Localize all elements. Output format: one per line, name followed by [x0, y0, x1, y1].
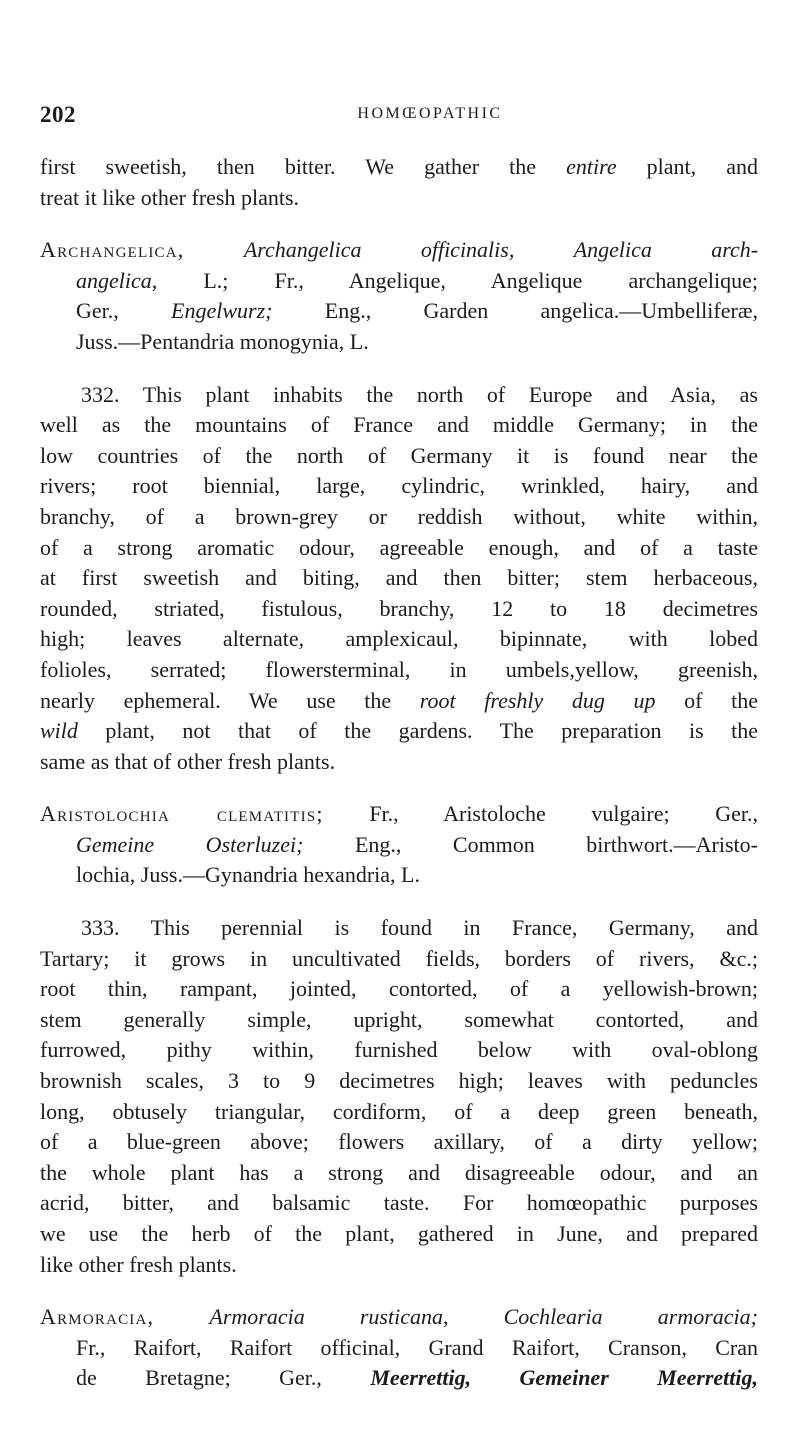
entry-heading: Aristolochia clematitis; Fr., Aristoloche vulgaire; Ger.,: [40, 801, 758, 827]
text-line: high; leaves alternate, amplexicaul, bipinnate, with lobed: [40, 626, 758, 652]
text-line: the whole plant has a strong and disagreeable odour, and an: [40, 1159, 758, 1185]
entry-aristolochia: [40, 799, 758, 891]
entry-name: Armoracia,: [40, 1304, 155, 1330]
text-line: folioles, serrated; flowersterminal, in umbels,yellow, greenish,: [40, 656, 758, 682]
text-line: Ger., Engelwurz; Eng., Garden angelica.—Umbelliferæ,: [76, 298, 758, 324]
paragraph-332: [40, 380, 758, 778]
paragraph-333: [40, 913, 758, 1280]
text-line: rivers; root biennial, large, cylindric, wrinkled, hairy, and: [40, 473, 758, 499]
text-line: same as that of other fresh plants.: [40, 748, 336, 774]
text-line: acrid, bitter, and balsamic taste. For homœopathic purposes: [40, 1190, 758, 1216]
entry-name: Archangelica,: [40, 237, 185, 263]
text-line: well as the mountains of France and middle Germany; in the: [40, 412, 758, 438]
entry-heading: Armoracia, Armoracia rusticana, Cochlearia armoracia;: [40, 1304, 758, 1330]
text-line: Tartary; it grows in uncultivated fields, borders of rivers, &c.;: [40, 945, 758, 971]
entry-archangelica: [40, 235, 758, 357]
text-line: low countries of the north of Germany it is found near the: [40, 442, 758, 468]
text-line: brownish scales, 3 to 9 decimetres high; leaves with peduncles: [40, 1068, 758, 1094]
text-line: furrowed, pithy within, furnished below with oval-oblong: [40, 1037, 758, 1063]
text-line: Juss.—Pentandria monogynia, L.: [76, 328, 369, 354]
text-line: stem generally simple, upright, somewhat contorted, and: [40, 1006, 758, 1032]
text-line: first sweetish, then bitter. We gather the entire plant, and: [40, 154, 758, 179]
page-header: [40, 102, 760, 130]
text-line: root thin, rampant, jointed, contorted, of a yellowish-brown;: [40, 976, 758, 1002]
text-line: lochia, Juss.—Gynandria hexandria, L.: [76, 862, 420, 888]
text-line: angelica, L.; Fr., Angelique, Angelique archangelique;: [76, 267, 758, 293]
text-line: nearly ephemeral. We use the root freshly dug up of the: [40, 687, 759, 713]
text-line: de Bretagne; Ger., Meerrettig, Gemeiner Meerrettig,: [76, 1365, 758, 1391]
text-line: 332. This plant inhabits the north of Europe and Asia, as: [81, 381, 758, 407]
intro-paragraph: [40, 152, 758, 213]
text-line: of a strong aromatic odour, agreeable enough, and of a taste: [40, 534, 758, 560]
page-number: 202: [40, 102, 76, 127]
entry-heading: Archangelica, Archangelica officinalis, Angelica arch-: [40, 237, 759, 263]
text-line: like other fresh plants.: [40, 1251, 237, 1277]
entry-name: Aristolochia clematitis;: [40, 801, 324, 827]
text-line: of a blue-green above; flowers axillary, of a dirty yellow;: [40, 1129, 758, 1155]
text-line: treat it like other fresh plants.: [40, 184, 300, 210]
text-line: wild plant, not that of the gardens. The preparation is the: [40, 718, 758, 744]
text-line: 333. This perennial is found in France, Germany, and: [81, 915, 758, 941]
text-line: we use the herb of the plant, gathered in June, and prepared: [40, 1221, 758, 1246]
text-line: branchy, of a brown-grey or reddish without, white within,: [40, 503, 758, 529]
text-line: Gemeine Osterluzei; Eng., Common birthwort.—Aristo-: [76, 831, 758, 857]
text-line: at first sweetish and biting, and then bitter; stem herbaceous,: [40, 565, 758, 591]
running-head: HOMŒOPATHIC: [357, 105, 503, 122]
text-line: Fr., Raifort, Raifort officinal, Grand Raifort, Cranson, Cran: [76, 1334, 758, 1360]
page-body: [40, 152, 758, 1394]
text-line: long, obtusely triangular, cordiform, of a deep green beneath,: [40, 1098, 758, 1124]
entry-armoracia: [40, 1302, 758, 1394]
text-line: rounded, striated, fistulous, branchy, 12 to 18 decimetres: [40, 595, 758, 621]
